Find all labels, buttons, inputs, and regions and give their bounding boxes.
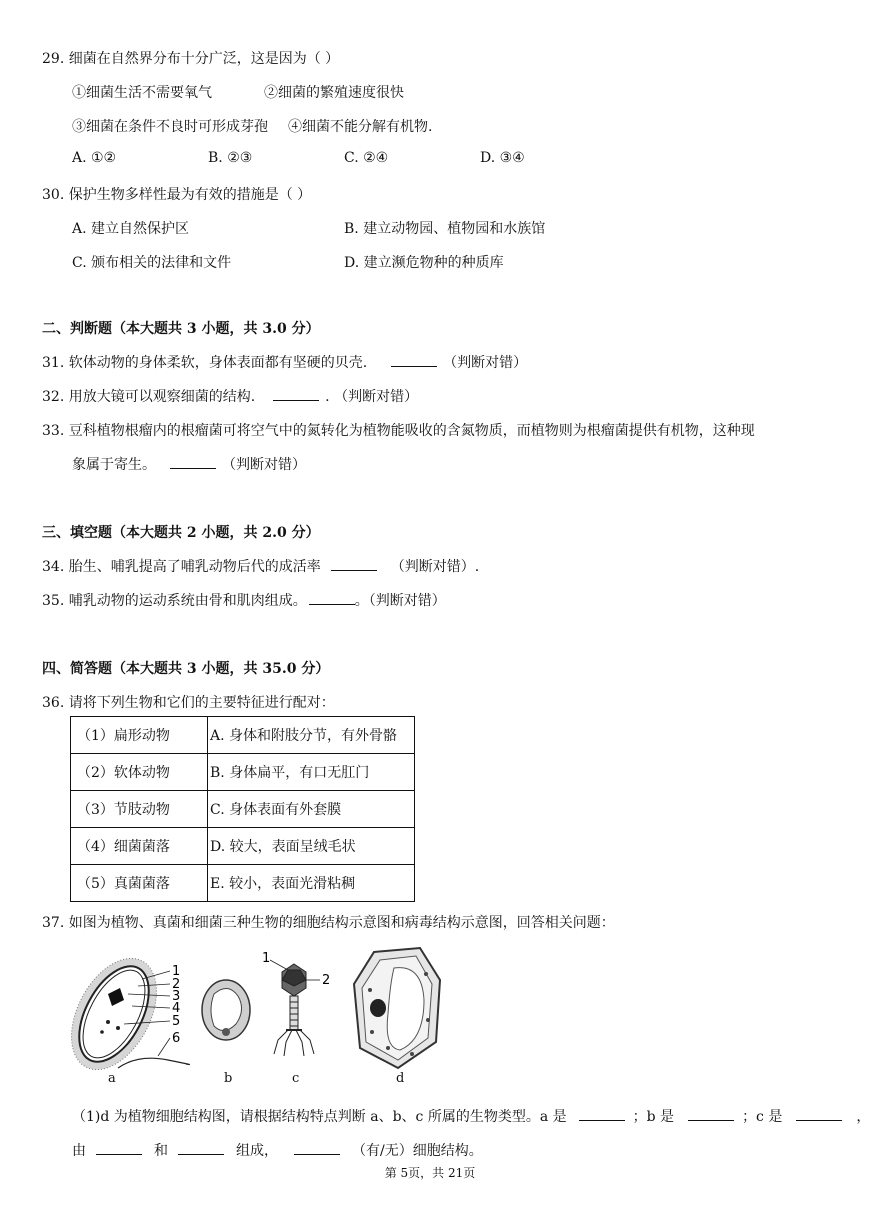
q29-statement-2: ②细菌的繁殖速度很快 — [264, 85, 404, 101]
q29-choice-c[interactable]: C. ②④ — [344, 150, 389, 166]
q30-choice-c[interactable]: C. 颁布相关的法律和文件 — [72, 255, 232, 271]
q37-sub1-text-h: （有/无）细胞结构。 — [352, 1143, 483, 1159]
q29-choice-b[interactable]: B. ②③ — [208, 150, 253, 166]
q33-text: 象属于寄生。 — [72, 457, 156, 473]
bacterium-label-2: 2 — [172, 977, 181, 992]
q29-stem: 29. 细菌在自然界分布十分广泛，这是因为（ ） — [42, 51, 340, 67]
q37-sub1-line-1 — [72, 1106, 870, 1126]
organism-cell: （4）细菌菌落 — [71, 828, 208, 865]
q37-sub1-text-d: ， — [856, 1109, 870, 1125]
virus-diagram — [270, 960, 320, 1056]
table-row — [71, 717, 415, 754]
q33-line-2 — [72, 454, 306, 474]
bacterium-label-3: 3 — [172, 989, 181, 1004]
answer-blank-a[interactable] — [579, 1106, 625, 1121]
q32-answer-blank[interactable] — [273, 386, 319, 401]
feature-cell: B. 身体扁平，有口无肛门 — [208, 754, 415, 791]
q32-tail: . （判断对错） — [325, 389, 419, 405]
q30-choice-b[interactable]: B. 建立动物园、植物园和水族馆 — [344, 221, 546, 237]
figure-label-b: b — [224, 1071, 233, 1086]
q34-text: 34. 胎生、哺乳提高了哺乳动物后代的成活率 — [42, 559, 321, 575]
organism-cell: （1）扁形动物 — [71, 717, 208, 754]
q35-answer-blank[interactable] — [309, 590, 355, 605]
q37-sub1-text-e: 由 — [72, 1143, 86, 1159]
q29-statement-1: ①细菌生活不需要氧气 — [72, 85, 212, 101]
q29-statement-4: ④细菌不能分解有机物. — [288, 119, 433, 135]
q37-stem: 37. 如图为植物、真菌和细菌三种生物的细胞结构示意图和病毒结构示意图，回答相关问题： — [42, 915, 615, 931]
q31-text: 31. 软体动物的身体柔软，身体表面都有坚硬的贝壳. — [42, 355, 368, 371]
virus-label-1: 1 — [262, 951, 271, 966]
section-3-title: 三、填空题（本大题共 2 小题，共 2.0 分） — [42, 525, 320, 541]
cell-structure-figure — [68, 944, 458, 1092]
answer-blank-d[interactable] — [96, 1140, 142, 1155]
feature-cell: A. 身体和附肢分节，有外骨骼 — [208, 717, 415, 754]
answer-blank-b[interactable] — [688, 1106, 734, 1121]
q32 — [42, 386, 418, 406]
feature-cell: C. 身体表面有外套膜 — [208, 791, 415, 828]
yeast-diagram — [202, 980, 250, 1040]
answer-blank-f[interactable] — [294, 1140, 340, 1155]
table-row — [71, 754, 415, 791]
q36-stem: 36. 请将下列生物和它们的主要特征进行配对： — [42, 695, 335, 711]
organism-cell: （5）真菌菌落 — [71, 865, 208, 902]
figure-label-c: c — [292, 1071, 300, 1086]
q34-answer-blank[interactable] — [331, 556, 377, 571]
q29-statement-3: ③细菌在条件不良时可形成芽孢 — [72, 119, 268, 135]
figure-label-d: d — [396, 1071, 405, 1086]
q31 — [42, 352, 527, 372]
table-row — [71, 828, 415, 865]
q37-sub1-text-a: （1)d 为植物细胞结构图，请根据结构特点判断 a、b、c 所属的生物类型。a 是 — [72, 1109, 567, 1125]
bacterium-diagram — [54, 944, 189, 1084]
bacterium-label-1: 1 — [172, 964, 181, 979]
q34 — [42, 556, 479, 576]
q37-sub1-text-c: ；c 是 — [742, 1109, 783, 1125]
q37-sub1-text-f: 和 — [154, 1143, 168, 1159]
feature-cell: E. 较小，表面光滑粘稠 — [208, 865, 415, 902]
answer-blank-e[interactable] — [178, 1140, 224, 1155]
q33-line-1: 33. 豆科植物根瘤内的根瘤菌可将空气中的氮转化为植物能吸收的含氮物质，而植物则为根瘤菌提供有机物，这种现 — [42, 423, 755, 439]
q37-sub1-line-2 — [72, 1140, 483, 1160]
answer-blank-c[interactable] — [796, 1106, 842, 1121]
q37-sub1-text-g: 组成， — [236, 1143, 278, 1159]
q35-tail: 。（判断对错） — [354, 593, 446, 609]
q30-stem: 30. 保护生物多样性最为有效的措施是（ ） — [42, 187, 312, 203]
plant-cell-diagram — [354, 948, 440, 1068]
section-2-title: 二、判断题（本大题共 3 小题，共 3.0 分） — [42, 321, 320, 337]
organism-cell: （2）软体动物 — [71, 754, 208, 791]
q29-choice-d[interactable]: D. ③④ — [480, 150, 525, 166]
q31-answer-blank[interactable] — [391, 352, 437, 367]
section-4-title: 四、简答题（本大题共 3 小题，共 35.0 分） — [42, 661, 330, 677]
q33-answer-blank[interactable] — [170, 454, 216, 469]
matching-table — [70, 716, 415, 902]
q37-sub1-text-b: ；b 是 — [632, 1109, 675, 1125]
q32-text: 32. 用放大镜可以观察细菌的结构. — [42, 389, 256, 405]
bacterium-label-5: 5 — [172, 1014, 181, 1029]
q30-choice-a[interactable]: A. 建立自然保护区 — [72, 221, 190, 237]
table-row — [71, 791, 415, 828]
q35 — [42, 590, 446, 610]
organism-cell: （3）节肢动物 — [71, 791, 208, 828]
bacterium-label-4: 4 — [172, 1001, 181, 1016]
q34-tail: （判断对错）. — [390, 559, 480, 575]
page-footer: 第 5页，共 21页 — [384, 1166, 476, 1180]
q31-tail: （判断对错） — [443, 355, 528, 371]
bacterium-label-6: 6 — [172, 1031, 181, 1046]
figure-label-a: a — [108, 1071, 116, 1086]
table-row — [71, 865, 415, 902]
feature-cell: D. 较大，表面呈绒毛状 — [208, 828, 415, 865]
q33-tail: （判断对错） — [222, 457, 306, 473]
virus-label-2: 2 — [322, 973, 331, 988]
q29-choice-a[interactable]: A. ①② — [72, 150, 117, 166]
q35-text: 35. 哺乳动物的运动系统由骨和肌肉组成。 — [42, 593, 307, 609]
q30-choice-d[interactable]: D. 建立濒危物种的种质库 — [344, 255, 504, 271]
